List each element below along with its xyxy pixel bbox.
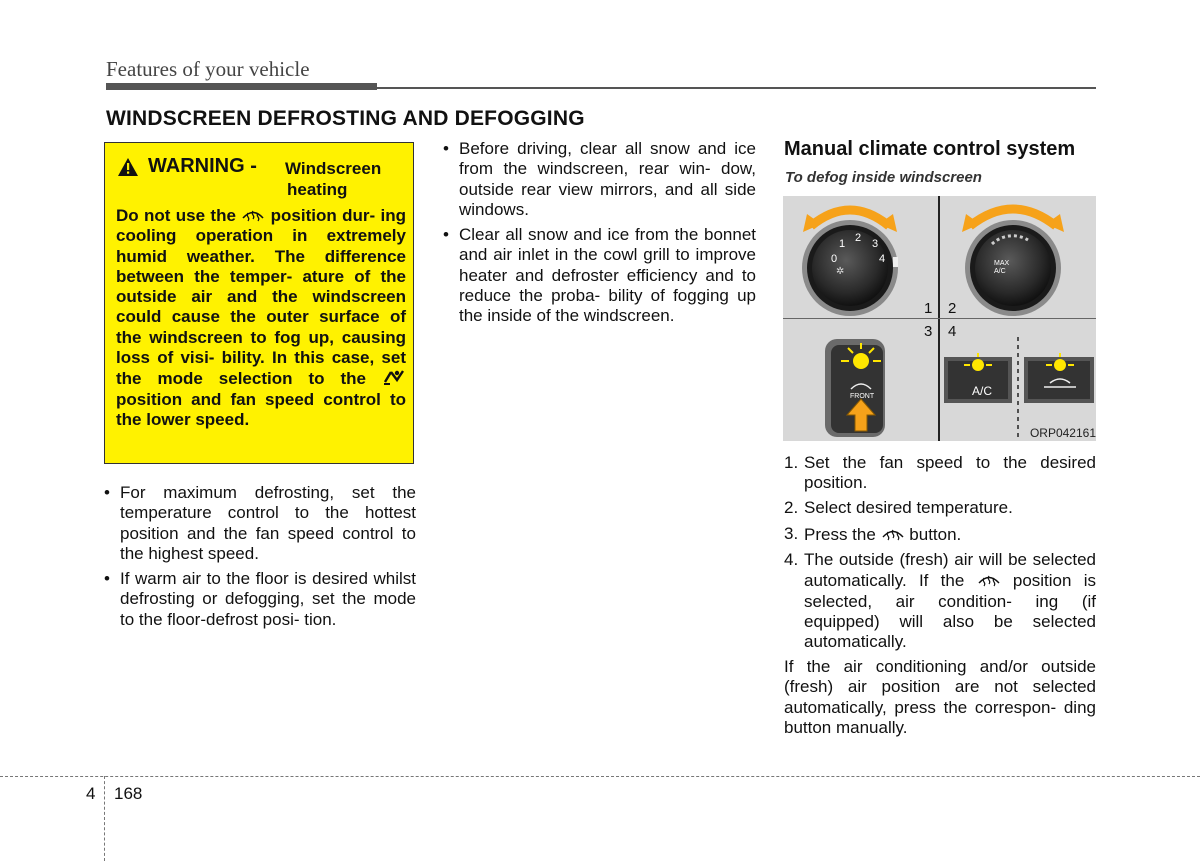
figure-label-1: 1: [924, 300, 933, 317]
knob-number-3: 3: [872, 238, 879, 250]
warning-word: WARNING -: [148, 155, 257, 177]
step-number: 3.: [784, 524, 799, 543]
figure-code: ORP042161: [1029, 426, 1096, 440]
temperature-knob: [940, 196, 1096, 318]
step-number: 1.: [784, 453, 799, 472]
footer-rule: [0, 776, 1200, 777]
step-2-text: Select desired temperature.: [804, 498, 1013, 517]
warning-text-1: Do not use the: [116, 206, 236, 225]
step-3-text: [804, 524, 1096, 545]
step-number: 2.: [784, 498, 799, 517]
knob-number-1: 1: [839, 238, 846, 250]
warning-box: [104, 142, 414, 464]
front-defrost-button: [783, 319, 938, 441]
bullet-dot: •: [443, 139, 449, 158]
warning-topic-line1: Windscreen: [285, 159, 382, 178]
climate-control-figure: [783, 196, 1096, 446]
ac-and-recirc-buttons: [940, 319, 1096, 441]
step-3-text-after: button.: [909, 525, 962, 544]
bullet-dot: •: [443, 225, 449, 244]
chapter-number: 4: [86, 784, 96, 803]
max-ac-label-1: MAX: [994, 260, 1010, 267]
ac-button-label: A/C: [972, 384, 993, 398]
step-4-text-before: The outside (fresh) air will be selected automatically. If the: [804, 550, 1096, 591]
middle-bullet-1-text: Before driving, clear all snow and ice from the windscreen, rear win- dow, outside rear view mirrors, and all side windows.: [459, 139, 756, 219]
warning-text-2: position dur- ing cooling operation in extremely humid weather. The difference between the temper- ature of the outside air and the windscreen could cause the outer surface of the windscreen to fog up, causing loss of visi- bility. In this case, set the mode selection to the: [116, 206, 406, 389]
warning-topic-line2: heating: [287, 180, 348, 199]
step-1-text: Set the fan speed to the desired position.: [804, 453, 1096, 493]
front-button-label: FRONT: [850, 393, 875, 400]
defrost-icon: [241, 205, 265, 223]
page-number: 168: [114, 784, 143, 803]
step-number: 4.: [784, 550, 799, 569]
warning-body: [116, 205, 406, 430]
knob-number-0: 0: [831, 253, 838, 265]
max-ac-label-2: A/C: [994, 268, 1006, 275]
step-3-text-before: Press the: [804, 525, 876, 544]
left-bullet-1-text: For maximum defrosting, set the temperature control to the hottest position and the fan speed control to the highest speed.: [120, 483, 416, 563]
section-title: WINDSCREEN DEFROSTING AND DEFOGGING: [106, 107, 585, 130]
figure-label-4: 4: [948, 323, 957, 340]
step-4-text: [804, 550, 1096, 652]
left-bullet-2-text: If warm air to the floor is desired whilst defrosting or defogging, set the mode to the floor-defrost posi- tion.: [120, 569, 416, 629]
middle-bullet-2-text: Clear all snow and ice from the bonnet and air inlet in the cowl grill to improve heater and defroster efficiency and to reduce the proba- bility of fogging up the inside of the windscreen.: [459, 225, 756, 326]
defrost-icon: [977, 570, 1001, 588]
climate-subtitle: Manual climate control system: [784, 138, 1076, 160]
warning-text-3: position and fan speed control to the lower speed.: [116, 389, 406, 429]
fan-icon: ✲: [836, 266, 845, 277]
figure-label-2: 2: [948, 300, 957, 317]
fan-speed-knob: [783, 196, 938, 318]
defrost-icon: [881, 524, 905, 542]
defog-caption: To defog inside windscreen: [785, 169, 982, 186]
header-bar: [106, 83, 377, 90]
knob-number-2: 2: [855, 232, 862, 244]
step-4-text-after: position is selected, air condition- ing (if equipped) will also be selected automatically.: [804, 571, 1096, 652]
footer-divider: [104, 776, 105, 861]
header-title: Features of your vehicle: [106, 57, 310, 81]
floor-defrost-mode-icon: [382, 368, 406, 386]
warning-triangle-icon: [117, 157, 139, 177]
figure-label-3: 3: [924, 323, 933, 340]
bullet-dot: •: [104, 483, 110, 502]
header-rule: [377, 87, 1096, 89]
knob-number-4: 4: [879, 253, 886, 265]
bullet-dot: •: [104, 569, 110, 588]
closing-paragraph: If the air conditioning and/or outside (fresh) air position are not selected automatically, press the correspon- ding button manually.: [784, 657, 1096, 737]
